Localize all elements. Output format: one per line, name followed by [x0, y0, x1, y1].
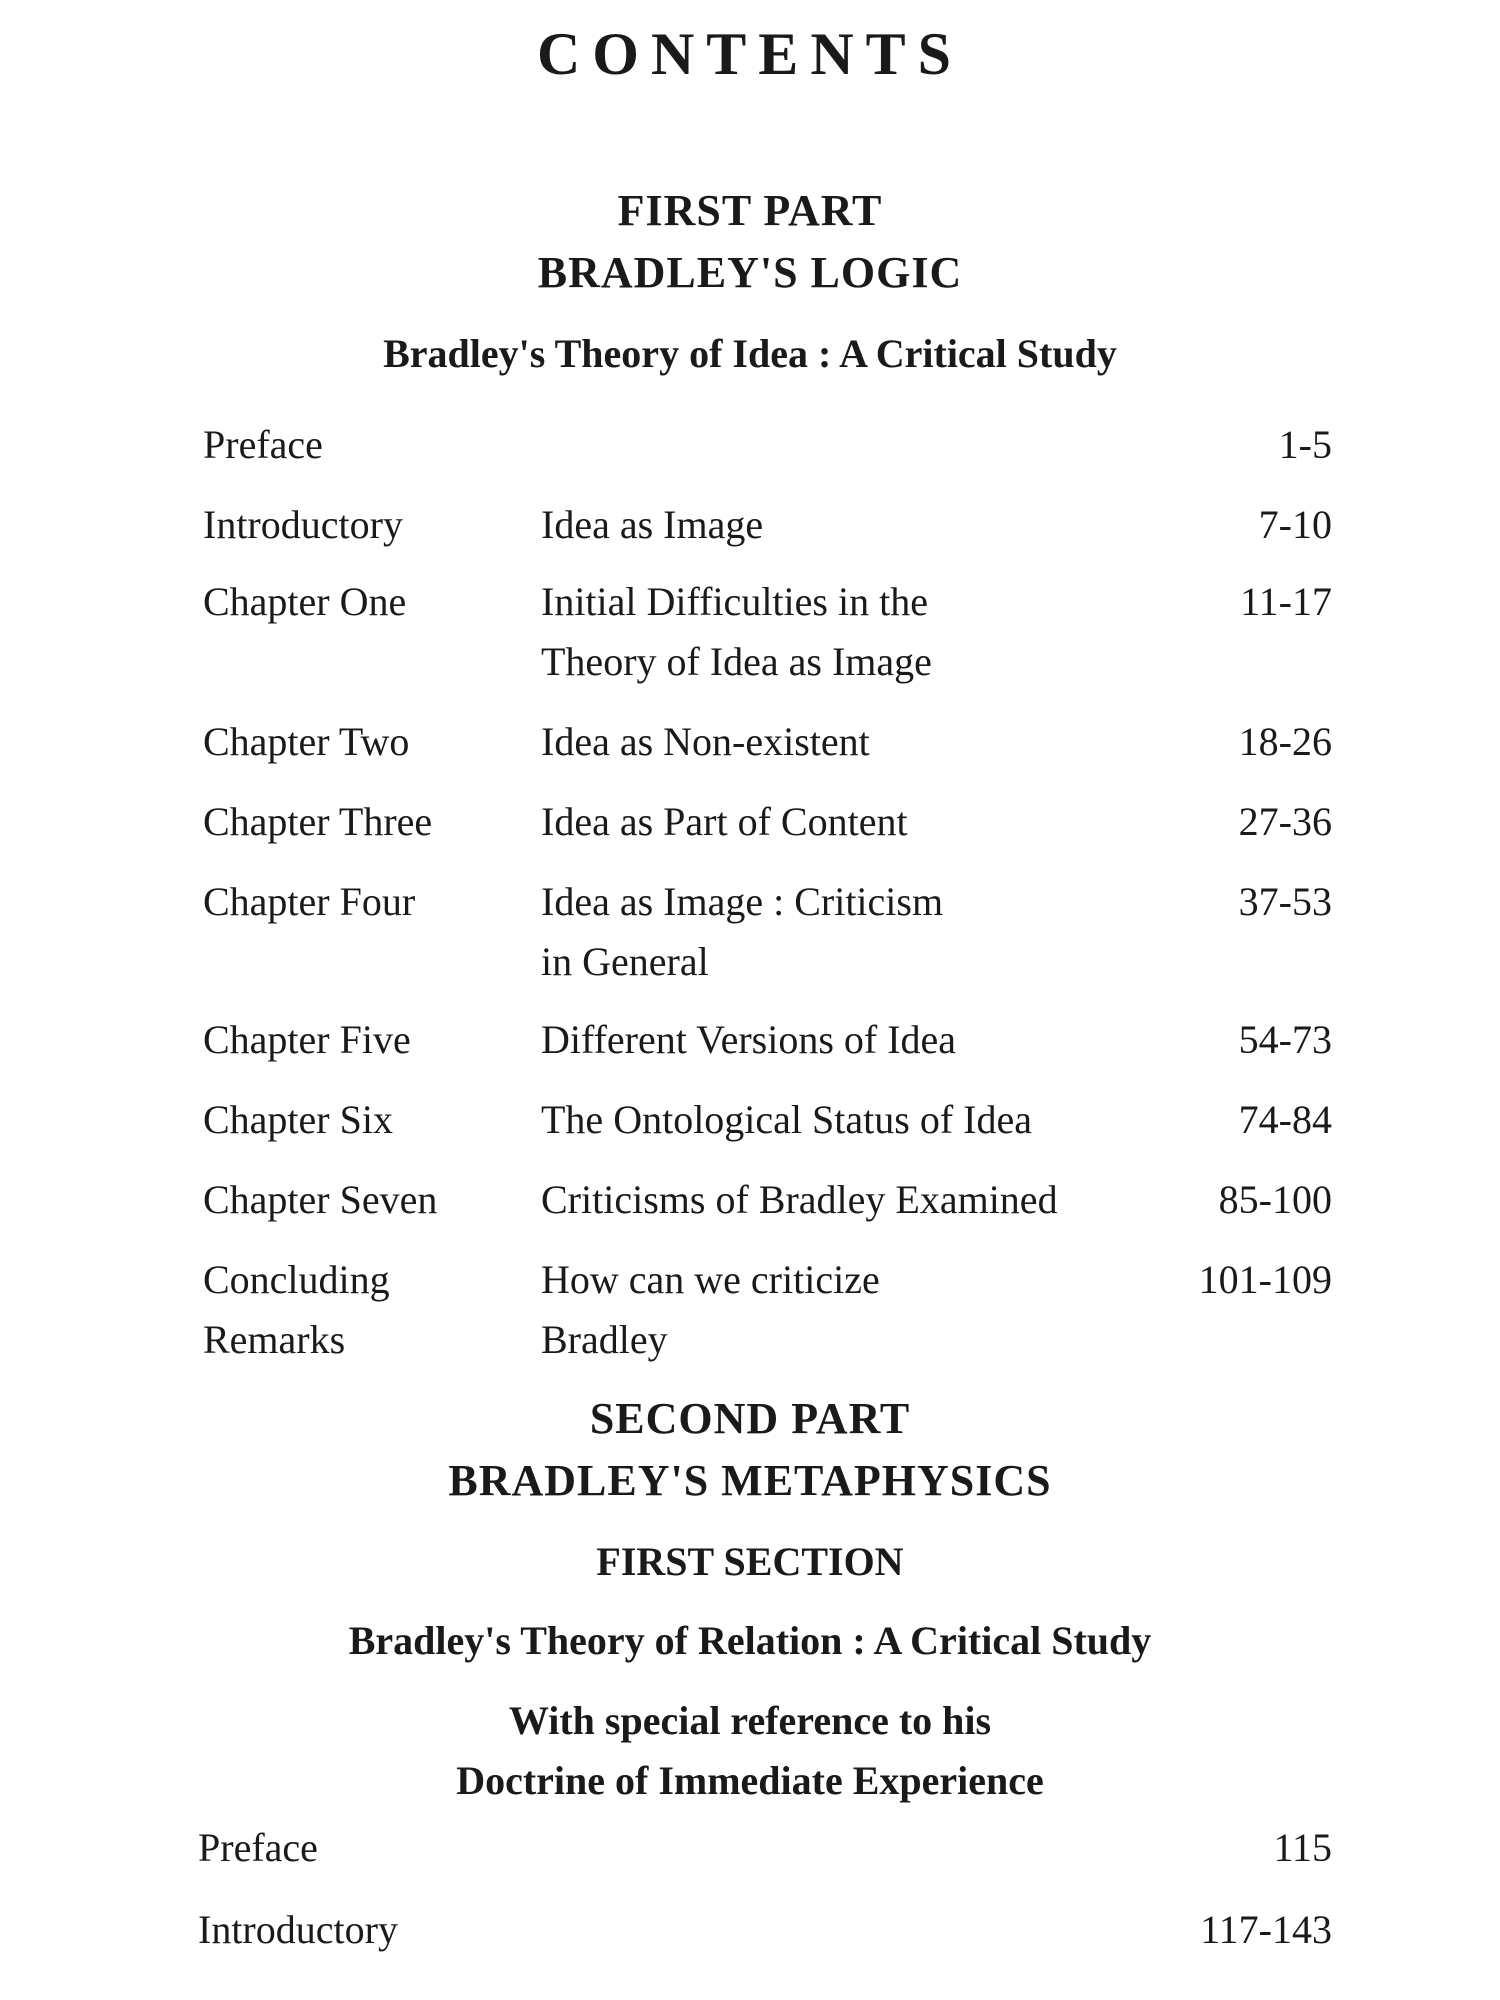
toc-entry-label: Chapter Three [203, 799, 433, 844]
toc-entry-pages: 37-53 [1238, 879, 1332, 924]
first-part-study-title: Bradley's Theory of Idea : A Critical Study [383, 331, 1117, 376]
toc-entry-pages: 11-17 [1240, 579, 1332, 624]
toc-entry-label: Chapter Four [203, 879, 416, 924]
toc-entry-label: Chapter One [203, 579, 407, 624]
toc-entry-pages: 1-5 [1278, 422, 1332, 467]
toc-entry-title: The Ontological Status of Idea [541, 1097, 1032, 1142]
toc-entry-label: Introductory [203, 502, 403, 547]
toc-entry-label: Introductory [198, 1907, 398, 1952]
first-part-title: BRADLEY'S LOGIC [537, 248, 963, 297]
toc-entry-pages: 115 [1273, 1825, 1332, 1870]
toc-entry-pages: 7-10 [1258, 502, 1332, 547]
contents-heading: CONTENTS [536, 21, 964, 87]
toc-entry-pages: 27-36 [1238, 799, 1332, 844]
second-part-subtitle-line2: Doctrine of Immediate Experience [456, 1758, 1044, 1803]
toc-entry-title: Different Versions of Idea [541, 1017, 957, 1062]
toc-entry-title: Idea as Non-existent [541, 719, 870, 764]
toc-entry-pages: 117-143 [1200, 1907, 1332, 1952]
toc-entry-title: Idea as Part of Content [541, 799, 908, 844]
toc-entry-label: Preface [203, 422, 323, 467]
toc-entry-title: Idea as Image [541, 502, 764, 547]
second-part-label: SECOND PART [589, 1394, 911, 1443]
toc-entry-label: Chapter Two [203, 719, 410, 764]
toc-entry-label: Chapter Seven [203, 1177, 438, 1222]
toc-entry-title: Initial Difficulties in the Theory of Idea as Image [541, 579, 932, 684]
toc-entry-label: Chapter Six [203, 1097, 393, 1142]
toc-entry-title: How can we criticize Bradley [541, 1257, 880, 1362]
toc-entry-pages: 18-26 [1238, 719, 1332, 764]
first-part-label: FIRST PART [617, 186, 883, 235]
second-part-section-label: FIRST SECTION [596, 1539, 904, 1584]
toc-entry-pages: 54-73 [1238, 1017, 1332, 1062]
toc-entry-title: Criticisms of Bradley Examined [541, 1177, 1058, 1222]
toc-entry-label: Concluding Remarks [203, 1257, 390, 1362]
toc-entry-label: Chapter Five [203, 1017, 411, 1062]
toc-entry-title: Idea as Image : Criticism in General [541, 879, 944, 984]
toc-entry-pages: 101-109 [1198, 1257, 1332, 1302]
second-part-subtitle-line1: With special reference to his [508, 1698, 992, 1743]
second-part-study-title: Bradley's Theory of Relation : A Critical Study [348, 1618, 1152, 1663]
toc-entry-pages: 74-84 [1238, 1097, 1332, 1142]
toc-entry-pages: 85-100 [1218, 1177, 1332, 1222]
second-part-title: BRADLEY'S METAPHYSICS [448, 1456, 1052, 1505]
toc-entry-label: Preface [198, 1825, 318, 1870]
